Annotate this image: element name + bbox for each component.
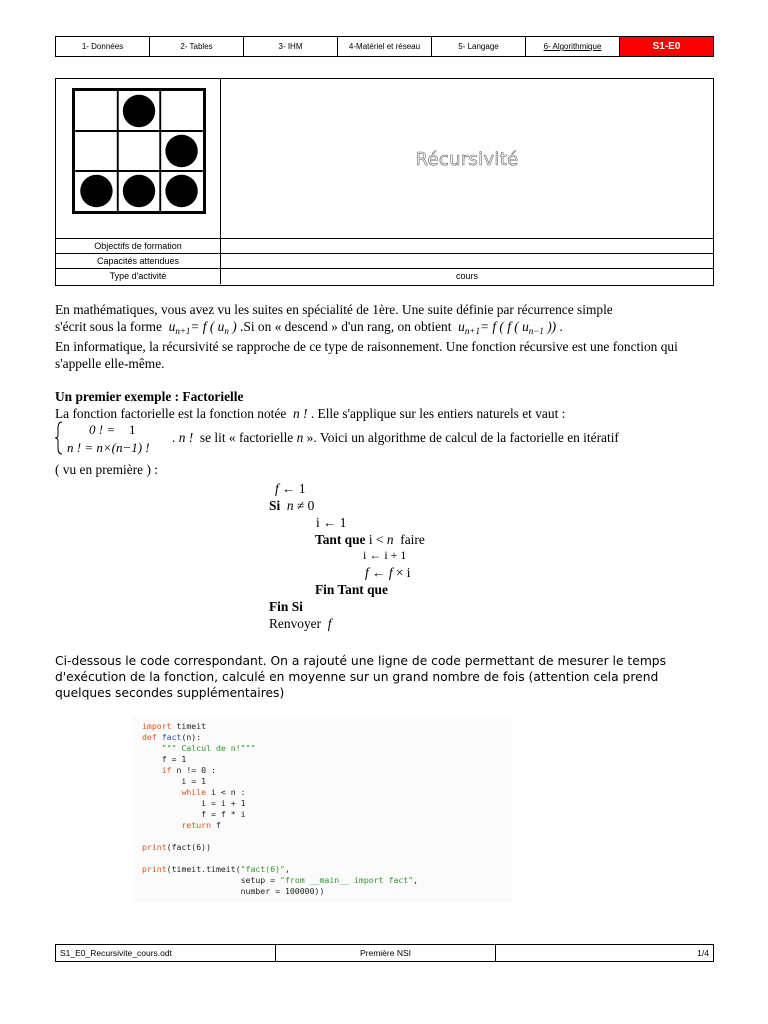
sheet-code-badge: S1-E0 xyxy=(620,37,713,56)
algo-init: f ← 1 xyxy=(275,481,306,496)
info-row-capacites xyxy=(56,253,713,269)
algo-increment: i ← i + 1 xyxy=(363,548,407,562)
code-intro-paragraph: Ci-dessous le code correspondant. On a rajouté une ligne de code permettant de mesurer le temps d'exécution de la fonction, calculé en moyenne sur un grand nombre de fois (attention cela prend quelques secondes supplémentaires) xyxy=(55,654,667,700)
footer-class: Première NSI xyxy=(276,945,496,961)
factorielle-line-1: La fonction factorielle est la fonction notée n ! . Elle s'applique sur les entiers naturels et vaut : xyxy=(55,406,566,421)
footer-page-number: 1/4 xyxy=(697,948,709,958)
algo-return: Renvoyer f xyxy=(269,616,332,631)
math-n-factorial: n ! xyxy=(289,406,311,421)
algo-while: Tant que i < n faire xyxy=(315,532,425,547)
info-label: Objectifs de formation xyxy=(56,239,221,254)
formula-recurrence: $u_{n+1}= f$ ( $u_n$ ) xyxy=(168,319,237,336)
intro-paragraph xyxy=(55,301,715,340)
info-label: Type d'activité xyxy=(56,269,221,284)
glider-logo-icon xyxy=(72,88,206,214)
factorielle-line-2: . n ! se lit « factorielle n ». Voici un algorithme de calcul de la factorielle en itératif xyxy=(172,430,619,445)
info-value: cours xyxy=(455,271,478,281)
algo-multiply: f ← f × i xyxy=(365,565,411,580)
algo-if: Si n ≠ 0 xyxy=(269,498,315,513)
chapter-nav xyxy=(55,36,714,57)
intro-line-2: s'écrit sous la forme $u_{n+1}= f$ ( $u_n$ ) .Si on « descend » d'un rang, on obtient $u_{n+1}= f$ ( f ( $u_{n-1}$ )) . xyxy=(55,319,563,336)
info-row-objectifs xyxy=(56,238,713,254)
code-block xyxy=(132,716,512,902)
info-value xyxy=(221,254,713,269)
info-label: Capacités attendues xyxy=(56,254,221,269)
logo-cell xyxy=(56,79,221,239)
header-table xyxy=(55,78,714,286)
formula-recurrence-down: $u_{n+1}= f$ ( f ( $u_{n-1}$ )) xyxy=(458,319,557,336)
algo-end-if: Fin Si xyxy=(269,599,303,614)
intro-line-1: En mathématiques, vous avez vu les suites en spécialité de 1ère. Une suite définie par récurrence simple xyxy=(55,302,613,317)
algo-i-init: i ← 1 xyxy=(316,515,347,530)
tab-langage: 5- Langage xyxy=(432,37,526,56)
factorielle-line-3: ( vu en première ) : xyxy=(55,462,158,477)
footer-filename: S1_E0_Recursivite_cours.odt xyxy=(56,945,276,961)
page-footer xyxy=(55,944,714,962)
tab-materiel: 4-Matériel et réseau xyxy=(338,37,432,56)
svg-text:n ! = n×(n−1) !: n ! = n×(n−1) ! xyxy=(67,440,150,455)
algo-end-while: Fin Tant que xyxy=(315,582,388,597)
tab-donnees: 1- Données xyxy=(56,37,150,56)
tab-algorithmique: 6- Algorithmique xyxy=(526,37,620,56)
info-value xyxy=(221,239,713,254)
tab-ihm: 3- IHM xyxy=(244,37,338,56)
tab-tables: 2- Tables xyxy=(150,37,244,56)
factorial-definition-formula xyxy=(55,420,175,456)
intro-paragraph-2: En informatique, la récursivité se rapproche de ce type de raisonnement. Une fonction récursive est une fonction qui s'appelle elle-même. xyxy=(55,339,678,371)
title-cell xyxy=(221,79,713,239)
info-row-type xyxy=(56,268,713,284)
section-heading-factorielle: Un premier exemple : Factorielle xyxy=(55,389,244,404)
python-code: import timeit def fact(n): """ Calcul de n!""" f = 1 if n != 0 : i = 1 while i < n : i = i + 1 f = f * i return f print(fact(6)) print(timeit.timeit("fact(6)", setup = "from __main__ import fact", number = 100000)) xyxy=(142,721,419,896)
svg-text:0 ! =: 0 ! = xyxy=(89,422,116,437)
svg-text:1: 1 xyxy=(129,422,136,437)
page-title: Récursivité xyxy=(415,148,519,170)
